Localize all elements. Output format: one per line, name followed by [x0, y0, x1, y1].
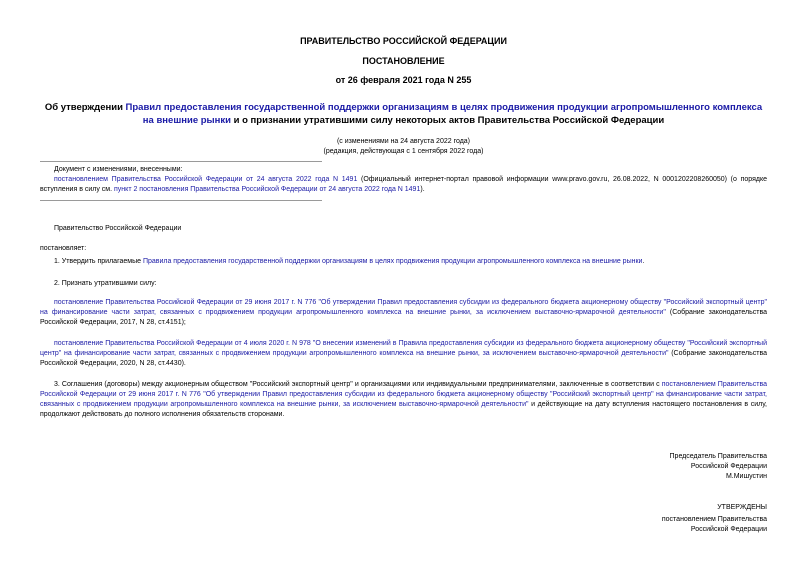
changes-link-point2[interactable]: пункт 2 постановления Правительства Российской Федерации от 24 августа 2022 года N 1491	[114, 186, 421, 193]
paragraph-2b-text: (Собрание законодательства Российской Федерации, 2020, N 28, ст.4430).	[40, 350, 767, 367]
approval-by: постановлением Правительства	[661, 516, 767, 523]
changes-text	[40, 175, 767, 195]
paragraph-2b	[40, 339, 767, 369]
signature-country: Российской Федерации	[690, 463, 767, 470]
paragraph-3-text-1: 3. Соглашения (договоры) между акционерным обществом "Российский экспортный центр" и организациями или индивидуальными предпринимателями, заключенные в соответствии с	[54, 381, 662, 388]
document-title	[40, 101, 767, 127]
header-date-number: от 26 февраля 2021 года N 255	[335, 75, 472, 85]
edition-effective: (редакция, действующая с 1 сентября 2022 года)	[323, 148, 484, 155]
title-prefix: Об утверждении	[44, 102, 126, 113]
body-decrees: постановляет:	[40, 245, 87, 252]
signature-title: Председатель Правительства	[669, 453, 767, 460]
paragraph-3-link[interactable]: постановлением Правительства Российской Федерации от 29 июня 2017 г. N 776 "Об утверждении Правил предоставления субсидии из федерального бюджета акционерному обществу "Российский экспортный центр" на финансирование части затрат, связанных с продвижением продукции агропромышленного комплекса на внешние рынки, за исключением выставочно-ярмарочной деятельности"	[40, 381, 767, 408]
paragraph-1	[40, 257, 767, 267]
signature-name: М.Мишустин	[725, 473, 767, 480]
changes-text-2: ).	[420, 186, 425, 193]
paragraph-1-text: 1. Утвердить прилагаемые	[54, 258, 143, 265]
paragraph-2a-link[interactable]: постановление Правительства Российской Федерации от 29 июня 2017 г. N 776 "Об утверждении Правил предоставления субсидии из федерального бюджета акционерному обществу "Российский экспортный центр" на финансирование части затрат, связанных с продвижением продукции агропромышленного комплекса на внешние рынки, за исключением выставочно-ярмарочной деятельности"	[40, 299, 767, 316]
title-rules-link[interactable]: Правил предоставления государственной поддержки организациям в целях продвижения продукции агропромышленного комплекса на внешние рынки	[125, 102, 763, 126]
body-government: Правительство Российской Федерации	[54, 225, 182, 232]
divider-bottom	[40, 200, 322, 201]
paragraph-3-text-2: и действующие на дату вступления настоящего постановления в силу, продолжают действовать до полного исполнения обязательств сторонами.	[40, 401, 767, 418]
paragraph-2b-link[interactable]: постановление Правительства Российской Федерации от 4 июля 2020 г. N 978 "О внесении изменений в Правила предоставления субсидии из федерального бюджета акционерному обществу "Российский экспортный центр" на финансирование части затрат, связанных с продвижением продукции агропромышленного комплекса на внешние рынки, за исключением выставочно-ярмарочной деятельности"	[40, 340, 767, 357]
approval-country: Российской Федерации	[690, 526, 767, 533]
header-doc-type: ПОСТАНОВЛЕНИЕ	[362, 56, 445, 66]
approval-heading: УТВЕРЖДЕНЫ	[717, 504, 767, 511]
header-government: ПРАВИТЕЛЬСТВО РОССИЙСКОЙ ФЕДЕРАЦИИ	[300, 36, 507, 46]
paragraph-1-link[interactable]: Правила предоставления государственной поддержки организациям в целях продвижения продукции агропромышленного комплекса на внешние рынки	[142, 258, 643, 265]
paragraph-2a-text: (Собрание законодательства Российской Федерации, 2017, N 28, ст.4151);	[40, 309, 767, 326]
edition-changes: (с изменениями на 24 августа 2022 года)	[336, 138, 471, 145]
divider-top	[40, 161, 322, 162]
paragraph-2a	[40, 298, 767, 328]
title-suffix: и о признании утратившими силу некоторых актов Правительства Российской Федерации	[231, 115, 665, 126]
changes-label: Документ с изменениями, внесенными:	[54, 166, 183, 173]
changes-text-1: (Официальный интернет-портал правовой информации www.pravo.gov.ru, 26.08.2022, N 0001202208260050) (о порядке вступления в силу см.	[40, 176, 767, 193]
paragraph-1-end: .	[642, 258, 645, 265]
paragraph-3	[40, 380, 767, 420]
changes-link-1491[interactable]: постановлением Правительства Российской Федерации от 24 августа 2022 года N 1491	[54, 176, 358, 183]
paragraph-2: 2. Признать утратившими силу:	[54, 280, 157, 287]
